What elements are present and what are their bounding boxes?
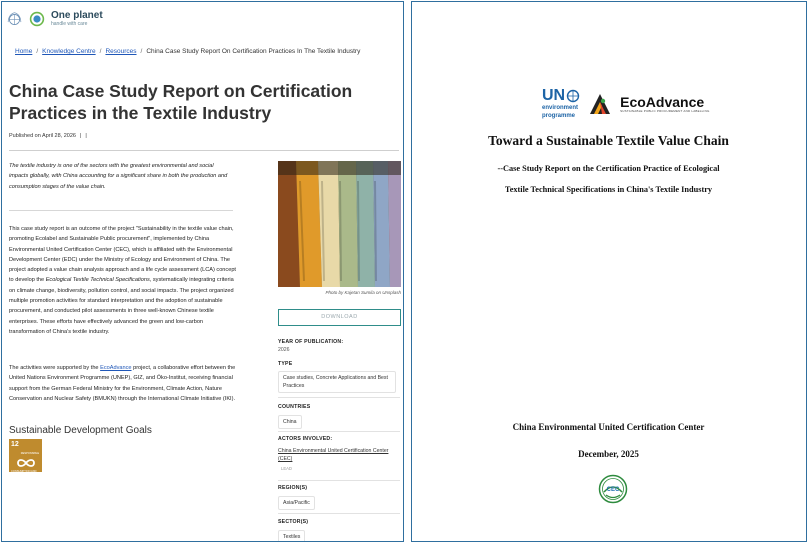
cec-logo-text: CEC bbox=[606, 487, 620, 493]
fabric-rolls-image bbox=[278, 161, 401, 287]
article-intro: The textile industry is one of the sectors with the greatest environmental and social impacts globally, with China accounting for a significant share in both the production and consumption stages of the value chain. bbox=[9, 163, 228, 190]
infinity-icon bbox=[15, 458, 37, 468]
cover-subtitle-1: --Case Study Report on the Certification Practice of Ecological bbox=[497, 164, 720, 173]
divider bbox=[278, 513, 400, 514]
breadcrumb-separator: / bbox=[36, 48, 39, 55]
sector-label: SECTOR(S) bbox=[278, 519, 309, 525]
breadcrumb-separator: / bbox=[140, 48, 143, 55]
year-value: 2026 bbox=[278, 347, 290, 353]
article-paragraph bbox=[9, 224, 237, 337]
actor-role: LEAD bbox=[281, 466, 292, 471]
paragraph-text: , systematically integrating criteria on climate change, biodiversity, pollution control, and social impacts. The project organized multiple promotion activities for standard interpretation and the adoption of sustainable procurement, and conducted pilot assessments in three well-known Chinese textile enterprises. These efforts have effectively advanced the green and low-carbon transformation of China's textile industry. bbox=[9, 277, 234, 335]
type-label: TYPE bbox=[278, 361, 293, 367]
country-tag-china[interactable]: China bbox=[278, 415, 302, 429]
breadcrumb-knowledge-centre[interactable]: Knowledge Centre bbox=[42, 48, 96, 55]
article-paragraph bbox=[9, 363, 237, 404]
sector-tag[interactable]: Textiles bbox=[278, 530, 305, 542]
unep-label-1: environment bbox=[542, 105, 579, 111]
ecoadvance-tagline: SUSTAINABLE PUBLIC PROCUREMENT AND LABELLING bbox=[620, 108, 710, 113]
ecoadvance-logo bbox=[620, 95, 709, 113]
year-label: YEAR OF PUBLICATION: bbox=[278, 339, 344, 345]
cover-organization: China Environmental United Certification Center bbox=[512, 422, 705, 432]
paragraph-text: The activities were supported by the bbox=[9, 365, 101, 371]
sdg-number: 12 bbox=[11, 441, 19, 448]
paragraph-text: project, a collaborative effort between the United Nations Environment Programme (UNEP), GIZ, and Öko-Institut, receiving financial support from the German Federal Ministry for the Environment, Climate Action, Nature Conservation and Nuclear Safety (BMUKN) through the International Climate Initiative (IKI). bbox=[9, 365, 236, 402]
brand-tagline: handle with care bbox=[51, 21, 88, 27]
published-date bbox=[9, 133, 87, 139]
breadcrumb-separator: / bbox=[99, 48, 102, 55]
web-page-panel bbox=[1, 1, 404, 542]
region-label: REGION(S) bbox=[278, 485, 308, 491]
breadcrumb-current: China Case Study Report On Certification Practices In The Textile Industry bbox=[146, 48, 361, 55]
sdg-heading: Sustainable Development Goals bbox=[9, 425, 152, 436]
ecoadvance-link[interactable]: EcoAdvance bbox=[100, 365, 132, 371]
divider bbox=[9, 210, 233, 211]
type-tag[interactable]: Case studies, Concrete Applications and Best Practices bbox=[278, 371, 396, 393]
published-text: Published on April 28, 2026 bbox=[9, 133, 76, 139]
ecoadvance-logo-icon bbox=[588, 92, 612, 116]
divider bbox=[278, 431, 400, 432]
region-tag[interactable]: Asia/Pacific bbox=[278, 496, 315, 510]
un-letters: UN bbox=[542, 87, 566, 104]
sdg-label: RESPONSIBLE CONSUMPTION AND PRODUCTION bbox=[11, 452, 40, 491]
actors-label: ACTORS INVOLVED: bbox=[278, 436, 333, 442]
divider bbox=[278, 397, 400, 398]
ecoadvance-name: EcoAdvance bbox=[620, 93, 705, 110]
cover-date: December, 2025 bbox=[578, 449, 639, 459]
report-cover-panel bbox=[411, 1, 807, 542]
cover-title: Toward a Sustainable Textile Value Chain bbox=[488, 133, 729, 148]
one-planet-logo-icon bbox=[29, 11, 45, 27]
countries-label: COUNTRIES bbox=[278, 404, 311, 410]
actor-link-cec[interactable]: China Environmental United Certification Center (CEC) bbox=[278, 448, 389, 462]
cover-logos bbox=[542, 88, 710, 119]
divider bbox=[278, 480, 400, 481]
download-button[interactable]: DOWNLOAD bbox=[278, 309, 401, 326]
meta-separator: | bbox=[79, 133, 82, 139]
unep-label-2: programme bbox=[542, 112, 576, 119]
cover-subtitle-2: Textile Technical Specifications in China's Textile Industry bbox=[504, 185, 713, 194]
brand-name: One planet bbox=[51, 10, 103, 21]
page-title: China Case Study Report on Certification Practices in the Textile Industry bbox=[9, 81, 353, 123]
paragraph-emphasis: Ecological Textile Technical Specifications bbox=[45, 277, 150, 284]
one-planet-logo[interactable] bbox=[51, 11, 103, 27]
un-emblem-icon bbox=[6, 11, 23, 28]
paragraph-text: This case study report is an outcome of the project "Sustainability in the textile value chain, promoting Ecolabel and Sustainable Public procurement", implemented by China Environmental United Certification Center (CEC), which is affiliated with the Environmental Development Center (EDC) under the Ministry of Ecology and Environment of China. The project adopted a value chain analysis approach and a life cycle assessment (LCA) concept to develop the bbox=[9, 226, 236, 284]
textile-photo bbox=[278, 161, 401, 287]
breadcrumb-resources[interactable]: Resources bbox=[105, 48, 137, 55]
divider bbox=[9, 150, 399, 151]
sdg-12-tile[interactable] bbox=[9, 439, 42, 491]
cec-logo-icon bbox=[598, 474, 628, 504]
un-globe-icon bbox=[566, 89, 580, 103]
site-header bbox=[6, 8, 103, 30]
meta-separator: | bbox=[85, 133, 87, 139]
unep-logo bbox=[542, 88, 580, 119]
breadcrumb bbox=[15, 48, 360, 55]
breadcrumb-home[interactable]: Home bbox=[15, 48, 33, 55]
photo-credit: Photo by Kajetan Sumila on Unsplash bbox=[325, 290, 401, 295]
